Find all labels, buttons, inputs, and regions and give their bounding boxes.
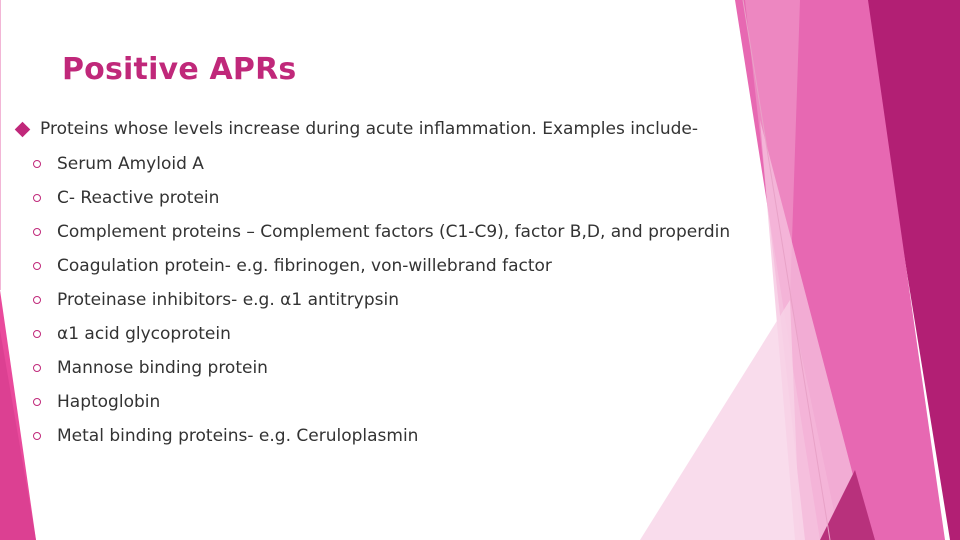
diamond-bullet-icon: [15, 121, 31, 137]
list-item: [30, 283, 730, 317]
list-item-text: Mannose binding protein: [57, 358, 268, 378]
list-item: [30, 351, 730, 385]
circle-bullet-icon: [33, 296, 41, 304]
circle-bullet-icon: [33, 194, 41, 202]
intro-text: Proteins whose levels increase during acute inflammation. Examples include-: [40, 119, 698, 139]
list-item: [30, 249, 730, 283]
list-item: [30, 419, 730, 453]
examples-list: [30, 147, 730, 453]
circle-bullet-icon: [33, 262, 41, 270]
list-item-text: Coagulation protein- e.g. fibrinogen, von-willebrand factor: [57, 256, 552, 276]
list-item: [30, 317, 730, 351]
list-item: [30, 385, 730, 419]
circle-bullet-icon: [33, 398, 41, 406]
list-item-text: Haptoglobin: [57, 392, 161, 412]
list-item-text: Serum Amyloid A: [57, 154, 204, 174]
circle-bullet-icon: [33, 228, 41, 236]
circle-bullet-icon: [33, 160, 41, 168]
circle-bullet-icon: [33, 330, 41, 338]
list-item-text: C- Reactive protein: [57, 188, 220, 208]
list-item-text: Proteinase inhibitors- e.g. α1 antitrypsin: [57, 290, 400, 310]
list-item: [30, 147, 730, 181]
circle-bullet-icon: [33, 432, 41, 440]
circle-bullet-icon: [33, 364, 41, 372]
slide-title: Positive APRs: [62, 52, 297, 87]
list-item: [30, 181, 730, 215]
list-item-text: Complement proteins – Complement factors (C1-C9), factor B,D, and properdin: [57, 222, 731, 242]
intro-bullet: [12, 117, 698, 141]
list-item: [30, 215, 730, 249]
list-item-text: α1 acid glycoprotein: [57, 324, 231, 344]
list-item-text: Metal binding proteins- e.g. Ceruloplasmin: [57, 426, 419, 446]
